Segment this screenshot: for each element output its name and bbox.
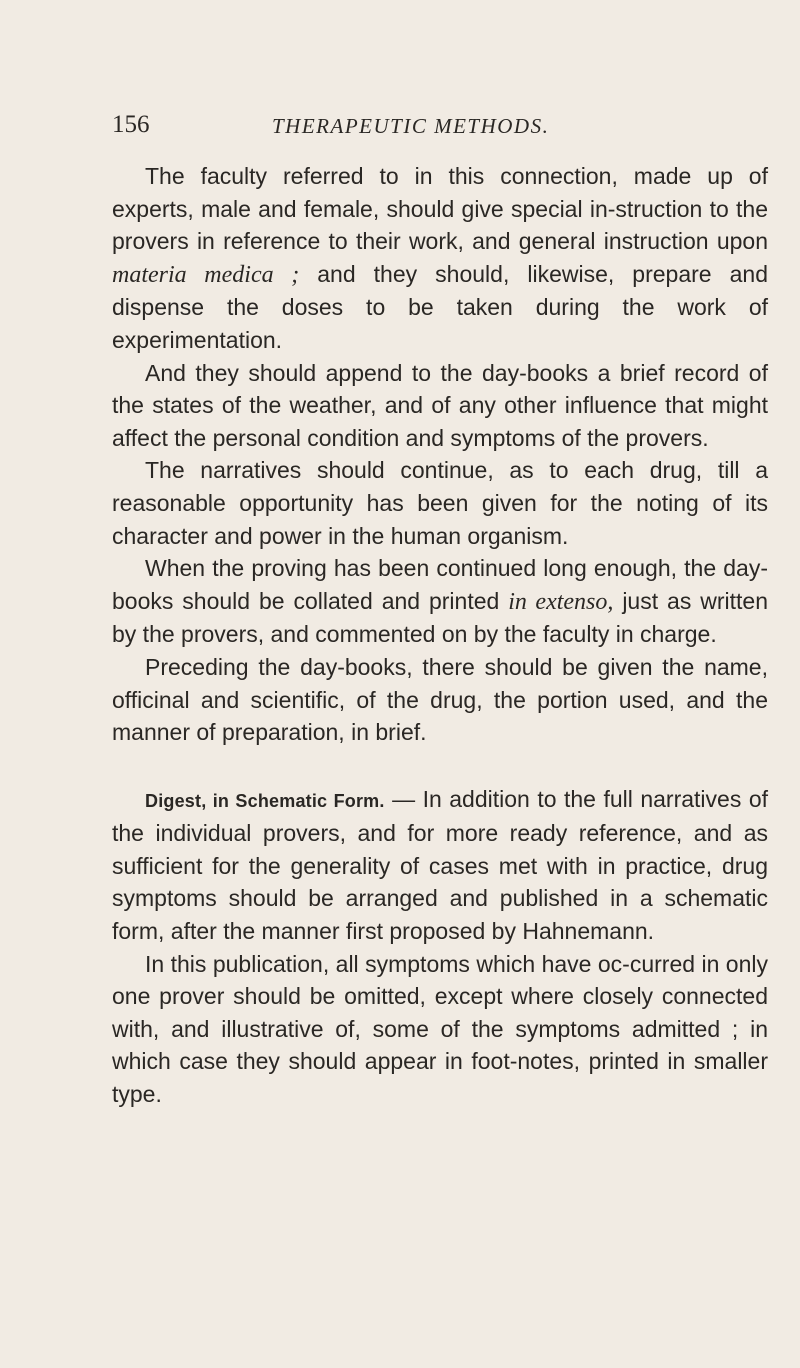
book-page [112,110,768,1111]
paragraph-digest-text: In addition to the full narratives of the individual provers, and for more ready reference, and as sufficient for the generality of cases met with in practice, drug symptoms should be arranged and published in a schematic form, after the manner first proposed by Hahnemann. [112,785,769,945]
paragraph-faculty [112,160,768,357]
paragraph-faculty-text-2: and they should, likewise, prepare and dispense the doses to be taken during the work of experimentation. [112,260,768,353]
paragraph-digest [112,783,768,948]
running-head: THERAPEUTIC METHODS. [272,114,550,138]
paragraph-proving-text-1: When the proving has been continued long enough, the day-books should be collated and printed [112,555,768,614]
section-gap [112,749,768,783]
paragraph-proving-emphasis: in extenso, [508,588,614,615]
paragraph-weather: And they should append to the day-books a brief record of the states of the weather, and of any other influence that might affect the personal condition and symptoms of the provers. [112,359,768,451]
paragraph-publication: In this publication, all symptoms which have oc-curred in only one prover should be omitted, except where closely connected with, and illustrative of, some of the symptoms admitted ; in which case they should appear in foot-notes, printed in smaller type. [112,950,768,1108]
paragraph-proving [112,552,768,651]
page-number: 156 [112,111,150,138]
body-text [112,160,768,1111]
paragraph-proving-text-2: just as written by the provers, and commented on by the faculty in charge. [112,587,768,648]
paragraph-narratives: The narratives should continue, as to each drug, till a reasonable opportunity has been given for the noting of its character and power in the human organism. [112,457,768,549]
paragraph-faculty-emphasis: materia medica ; [112,261,300,288]
paragraph-preceding: Preceding the day-books, there should be given the name, officinal and scientific, of the drug, the portion used, and the manner of preparation, in brief. [112,653,768,746]
section-dash: — [384,785,423,812]
page-header [112,110,768,150]
section-heading: Digest, in Schematic Form. [145,790,385,811]
paragraph-faculty-text-1: The faculty referred to in this connection, made up of experts, male and female, should give special in-struction to the provers in reference to their work, and general instruction upon [112,163,768,255]
